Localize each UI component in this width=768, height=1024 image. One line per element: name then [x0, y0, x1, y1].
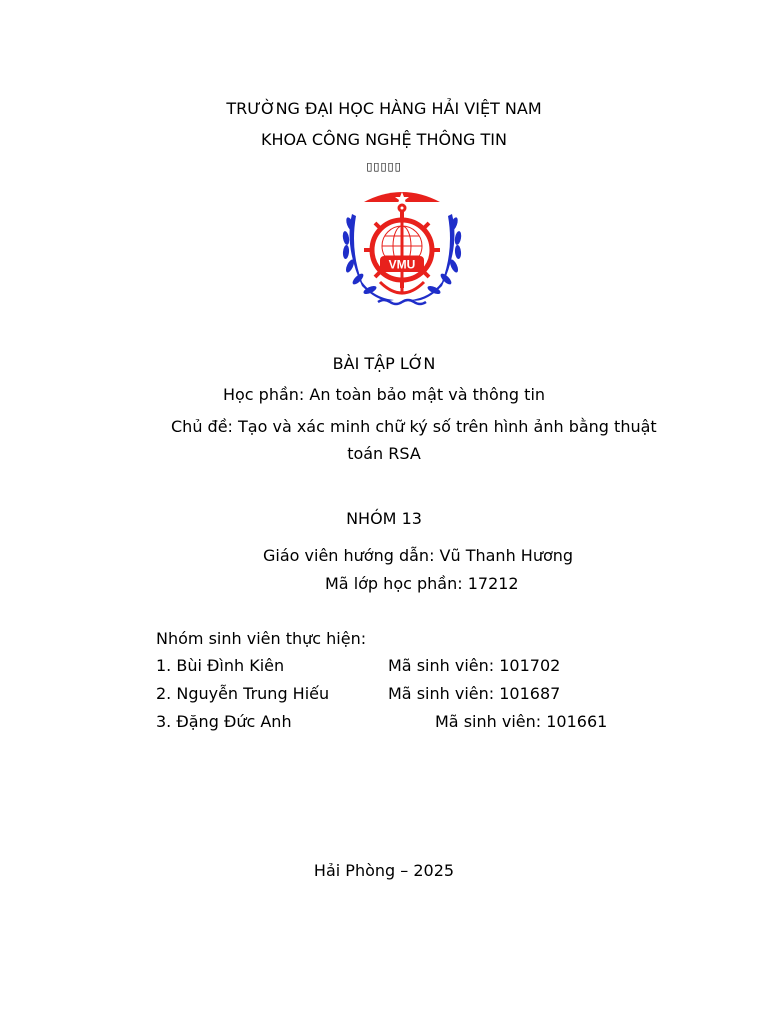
ornament-glyphs: ▯▯▯▯▯ [366, 160, 402, 173]
class-code: Mã lớp học phần: 17212 [325, 574, 519, 593]
member-name: 2. Nguyễn Trung Hiếu [156, 684, 330, 703]
logo-waves [378, 300, 426, 304]
vmu-logo [334, 186, 470, 310]
instructor: Giáo viên hướng dẫn: Vũ Thanh Hương [263, 546, 574, 565]
member-id: Mã sinh viên: 101702 [388, 656, 561, 675]
topic-line-1: Chủ đề: Tạo và xác minh chữ ký số trên hình ảnh bằng thuật [171, 417, 657, 436]
place-date: Hải Phòng – 2025 [313, 861, 455, 880]
topic-line-2: toán RSA [347, 444, 421, 463]
logo-anchor-icon [380, 205, 424, 294]
member-name: 1. Bùi Đình Kiên [156, 656, 285, 675]
member-name: 3. Đặng Đức Anh [156, 712, 292, 731]
member-id: Mã sinh viên: 101661 [435, 712, 608, 731]
members-heading: Nhóm sinh viên thực hiện: [156, 629, 367, 648]
logo-text: VMU [388, 257, 416, 272]
assignment-title: BÀI TẬP LỚN [332, 354, 436, 373]
member-id: Mã sinh viên: 101687 [388, 684, 561, 703]
faculty-name: KHOA CÔNG NGHỆ THÔNG TIN [261, 130, 507, 149]
course-name: Học phần: An toàn bảo mật và thông tin [222, 385, 546, 404]
university-name: TRƯỜNG ĐẠI HỌC HÀNG HẢI VIỆT NAM [226, 99, 542, 118]
group-name: NHÓM 13 [346, 509, 422, 528]
